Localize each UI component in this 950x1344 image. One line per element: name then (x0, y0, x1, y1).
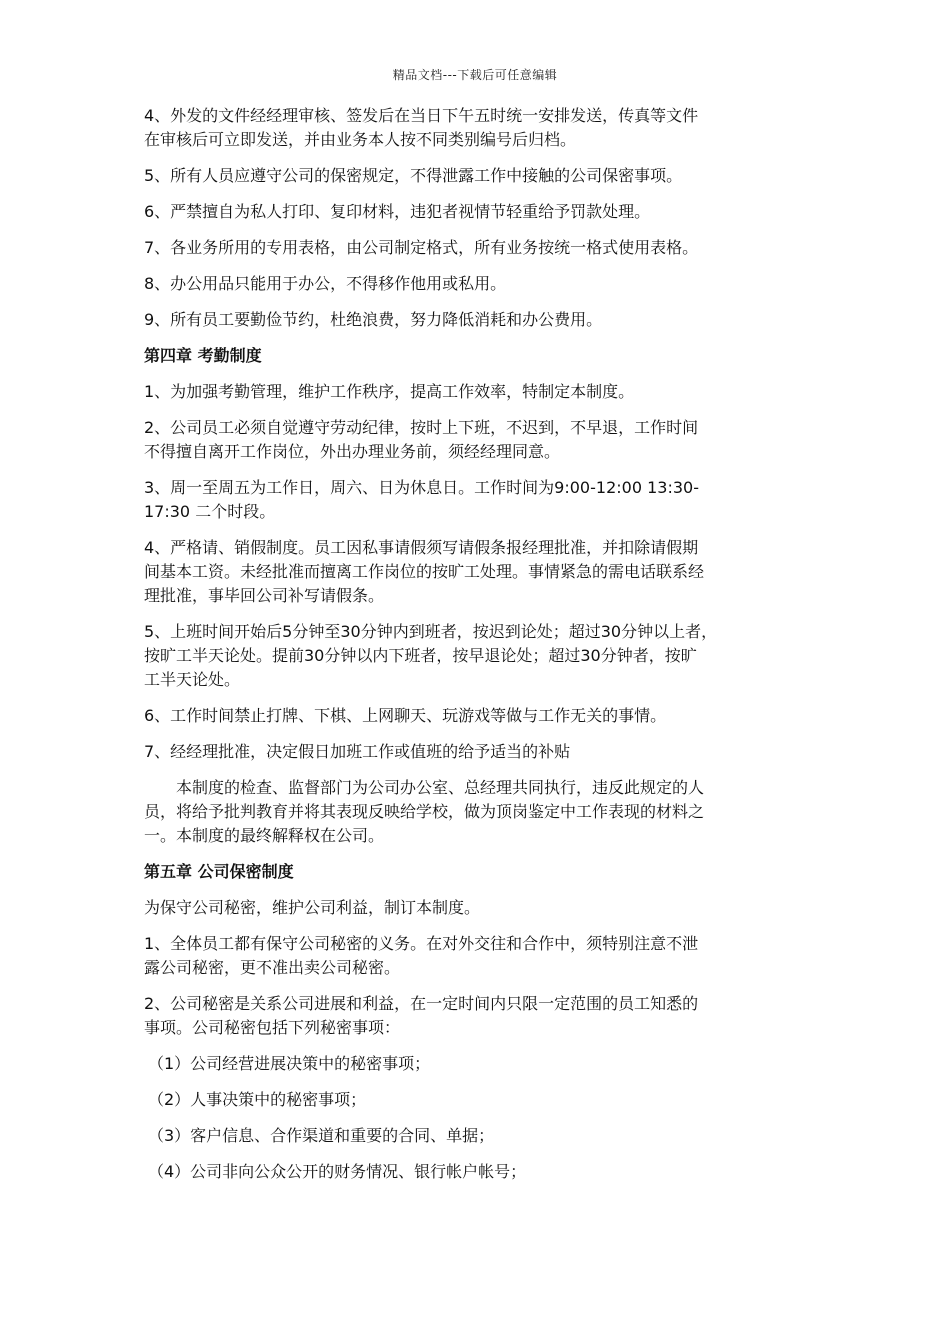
chapter-heading: 第四章 考勤制度 (144, 346, 262, 365)
paragraph: 1、全体员工都有保守公司秘密的义务。在对外交往和合作中，须特别注意不泄 露公司秘密，更不准出卖公司秘密。 (144, 934, 699, 977)
paragraph: 1、为加强考勤管理，维护工作秩序，提高工作效率，特制定本制度。 (144, 382, 635, 401)
list-item: （4）公司非向公众公开的财务情况、银行帐户帐号； (148, 1162, 527, 1181)
list-item: （1）公司经营进展决策中的秘密事项； (148, 1054, 431, 1073)
paragraph: 本制度的检查、监督部门为公司办公室、总经理共同执行，违反此规定的人 员，将给予批判教育并将其表现反映给学校，做为顶岗鉴定中工作表现的材料之 一。本制度的最终解释权在公司。 (144, 778, 705, 845)
paragraph: 3、周一至周五为工作日，周六、日为休息日。工作时间为9:00-12:00 13:30- 17:30 二个时段。 (144, 478, 699, 521)
document-body (144, 104, 834, 1196)
paragraph: 2、公司秘密是关系公司进展和利益，在一定时间内只限一定范围的员工知悉的 事项。公司秘密包括下列秘密事项： (144, 994, 699, 1037)
paragraph: 为保守公司秘密，维护公司利益，制订本制度。 (144, 898, 481, 917)
paragraph: 6、严禁擅自为私人打印、复印材料，违犯者视情节轻重给予罚款处理。 (144, 202, 651, 221)
paragraph: 5、所有人员应遵守公司的保密规定，不得泄露工作中接触的公司保密事项。 (144, 166, 683, 185)
list-item: （3）客户信息、合作渠道和重要的合同、单据； (148, 1126, 495, 1145)
paragraph: 7、经经理批准，决定假日加班工作或值班的给予适当的补贴 (144, 742, 571, 761)
paragraph: 7、各业务所用的专用表格，由公司制定格式，所有业务按统一格式使用表格。 (144, 238, 699, 257)
paragraph: 9、所有员工要勤俭节约，杜绝浪费，努力降低消耗和办公费用。 (144, 310, 603, 329)
list-item: （2）人事决策中的秘密事项； (148, 1090, 367, 1109)
paragraph: 4、严格请、销假制度。员工因私事请假须写请假条报经理批准，并扣除请假期 间基本工资。未经批准而擅离工作岗位的按旷工处理。事情紧急的需电话联系经 理批准，事毕回公司补写请假条。 (144, 538, 705, 605)
paragraph: 5、上班时间开始后5分钟至30分钟内到班者，按迟到论处；超过30分钟以上者， 按旷工半天论处。提前30分钟以内下班者，按早退论处；超过30分钟者，按旷 工半天论处。 (144, 622, 718, 689)
paragraph: 8、办公用品只能用于办公，不得移作他用或私用。 (144, 274, 507, 293)
paragraph: 2、公司员工必须自觉遵守劳动纪律，按时上下班，不迟到，不早退，工作时间 不得擅自离开工作岗位，外出办理业务前，须经经理同意。 (144, 418, 699, 461)
paragraph: 6、工作时间禁止打牌、下棋、上网聊天、玩游戏等做与工作无关的事情。 (144, 706, 667, 725)
chapter-heading: 第五章 公司保密制度 (144, 862, 294, 881)
page-header: 精品文档---下载后可任意编辑 (392, 68, 558, 82)
paragraph: 4、外发的文件经经理审核、签发后在当日下午五时统一安排发送，传真等文件 在审核后可立即发送，并由业务本人按不同类别编号后归档。 (144, 106, 699, 149)
